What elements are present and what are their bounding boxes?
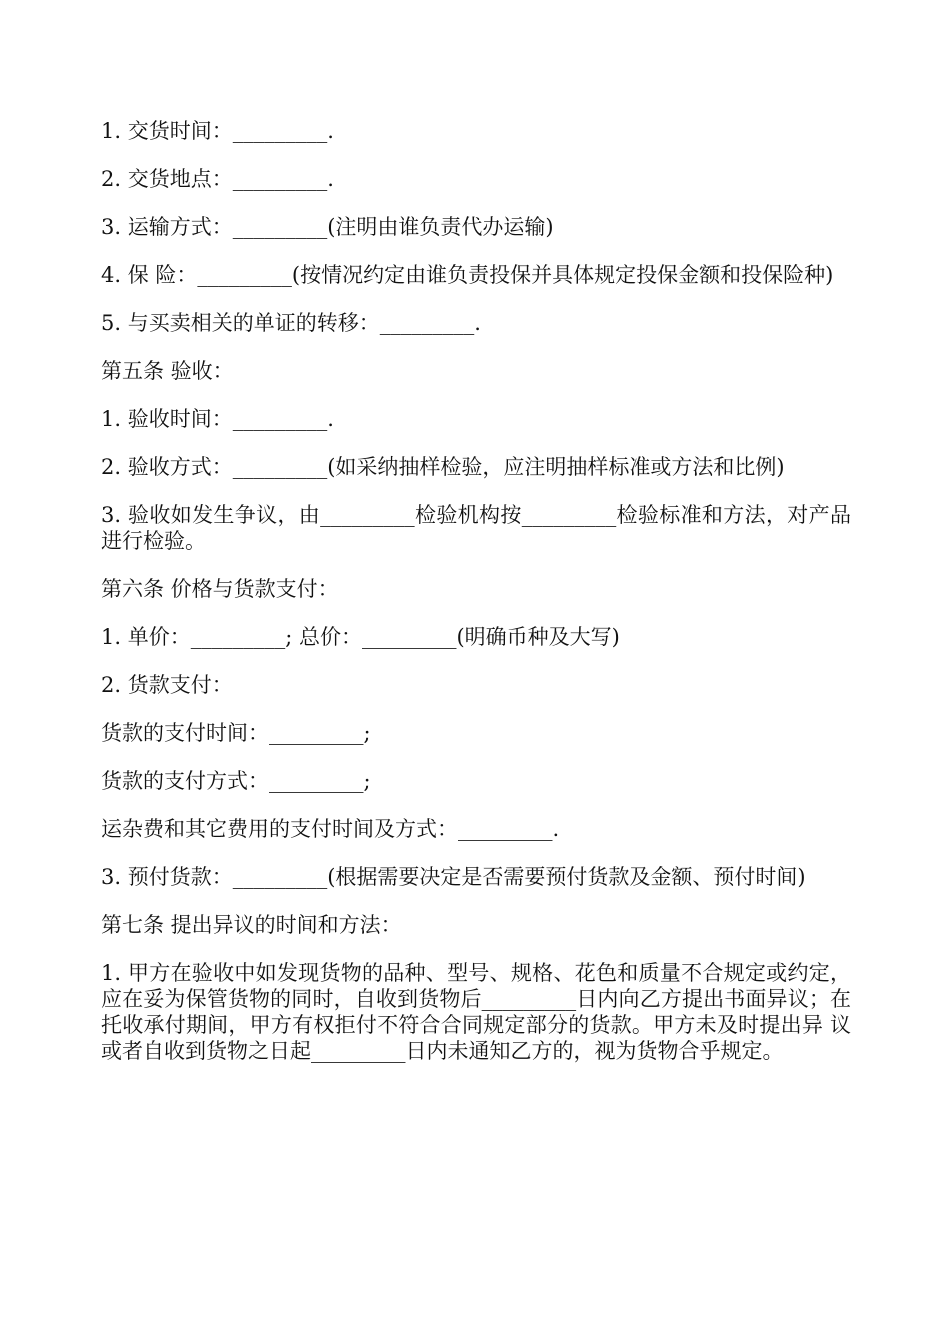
clause-inspection-dispute: 3. 验收如发生争议，由_________检验机构按_________检验标准和方法，对产品进行检验。 — [101, 503, 851, 553]
clause-insurance: 4. 保 险：_________(按情况约定由谁负责投保并具体规定投保金额和投保险种) — [101, 263, 834, 287]
payment-method: 货款的支付方式：_________; — [101, 769, 371, 793]
clause-price: 1. 单价：_________; 总价：_________(明确币种及大写) — [101, 625, 620, 649]
clause-payment: 2. 货款支付： — [101, 673, 233, 697]
clause-document-transfer: 5. 与买卖相关的单证的转移：_________. — [101, 311, 481, 335]
clause-delivery-time: 1. 交货时间：_________. — [101, 119, 334, 143]
article-6-heading: 第六条 价格与货款支付： — [101, 577, 339, 601]
payment-time: 货款的支付时间：_________; — [101, 721, 371, 745]
article-7-heading: 第七条 提出异议的时间和方法： — [101, 913, 402, 937]
clause-delivery-place: 2. 交货地点：_________. — [101, 167, 334, 191]
clause-inspection-method: 2. 验收方式：_________(如采纳抽样检验，应注明抽样标准或方法和比例) — [101, 455, 785, 479]
article-5-heading: 第五条 验收： — [101, 359, 234, 383]
clause-prepayment: 3. 预付货款：_________(根据需要决定是否需要预付货款及金额、预付时间) — [101, 865, 806, 889]
clause-transport-method: 3. 运输方式：_________(注明由谁负责代办运输) — [101, 215, 554, 239]
freight-payment: 运杂费和其它费用的支付时间及方式：_________. — [101, 817, 560, 841]
document-body — [101, 118, 851, 1086]
clause-inspection-time: 1. 验收时间：_________. — [101, 407, 334, 431]
clause-objection: 1. 甲方在验收中如发现货物的品种、型号、规格、花色和质量不合规定或约定，应在妥为保管货物的同时，自收到货物后_________日内向乙方提出书面异议；在托收承付期间，甲方有权拒付不符合合同规定部分的货款。甲方未及时提出异 议或者自收到货物之日起_________日内未通知乙方的，视为货物合乎规定。 — [101, 961, 851, 1063]
